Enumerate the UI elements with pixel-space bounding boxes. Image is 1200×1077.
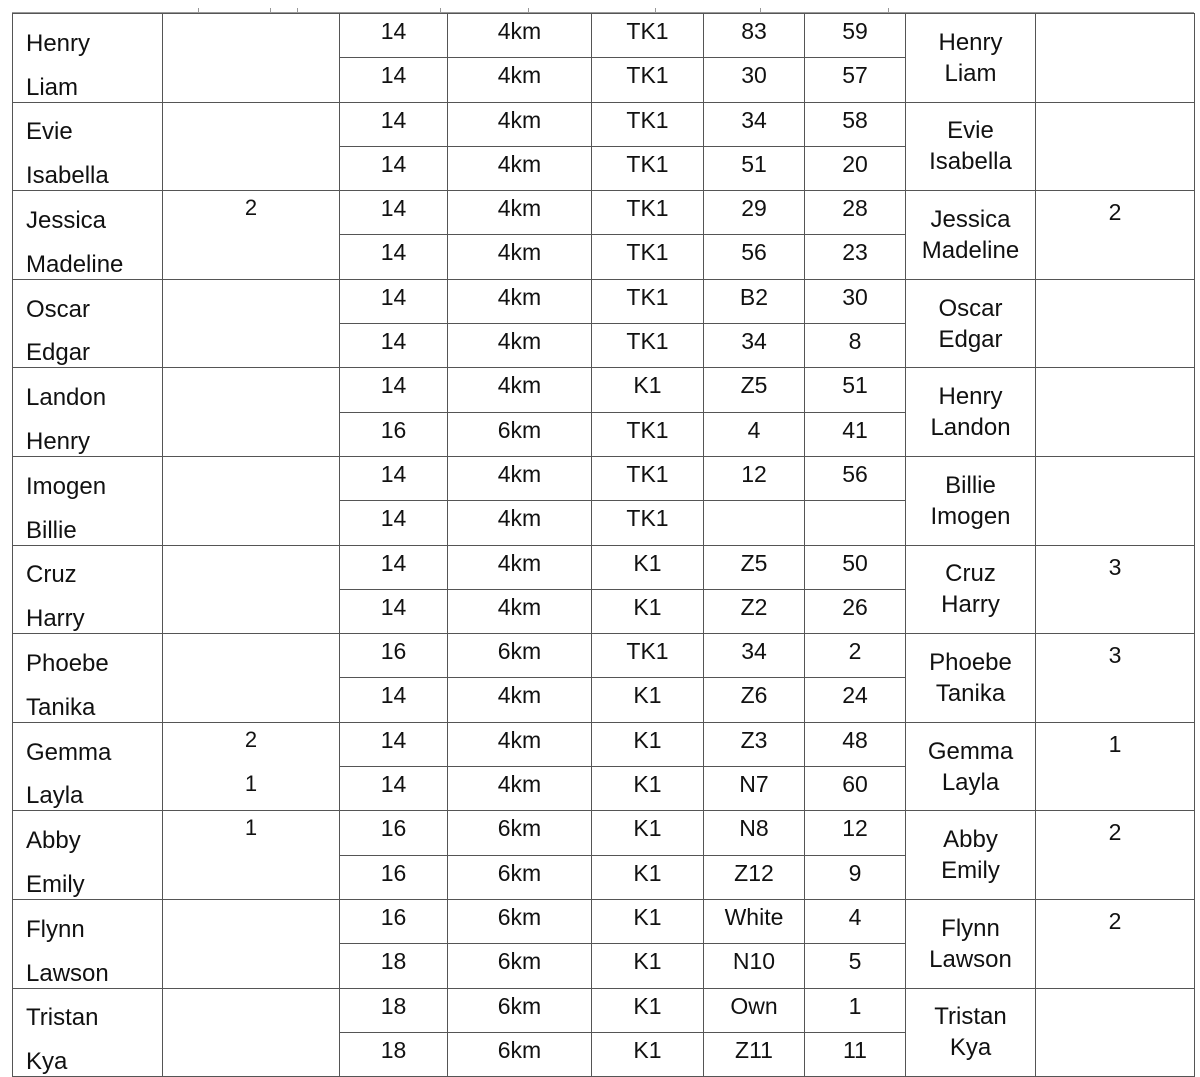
athlete-name-cell: Flynn	[13, 899, 163, 943]
age-cell: 14	[340, 589, 448, 633]
age-cell: 14	[340, 501, 448, 545]
mark-cell	[163, 678, 340, 722]
pair-member-name: Billie	[945, 471, 996, 499]
class-cell: K1	[592, 1032, 704, 1076]
distance-cell: 6km	[448, 944, 592, 988]
class-cell: TK1	[592, 279, 704, 323]
pair-note-cell	[1036, 14, 1195, 103]
boat-code-cell: 12	[704, 456, 805, 500]
boat-code-cell: 51	[704, 146, 805, 190]
table-row	[13, 102, 1195, 146]
pair-names-cell	[906, 102, 1036, 191]
distance-cell: 4km	[448, 146, 592, 190]
class-cell: K1	[592, 988, 704, 1032]
age-cell: 14	[340, 279, 448, 323]
position-cell: 2	[805, 634, 906, 678]
athlete-name-cell: Jessica	[13, 191, 163, 235]
distance-cell: 6km	[448, 634, 592, 678]
age-cell: 14	[340, 58, 448, 102]
pair-member-name: Jessica	[930, 205, 1011, 233]
pair-member-name: Phoebe	[929, 648, 1012, 676]
class-cell: TK1	[592, 324, 704, 368]
age-cell: 14	[340, 14, 448, 58]
position-cell: 58	[805, 102, 906, 146]
position-cell: 5	[805, 944, 906, 988]
pair-names-cell	[906, 811, 1036, 900]
class-cell: TK1	[592, 634, 704, 678]
position-cell: 9	[805, 855, 906, 899]
position-cell: 28	[805, 191, 906, 235]
pair-names-cell	[906, 191, 1036, 280]
pair-member-name: Oscar	[938, 294, 1003, 322]
table-row	[13, 634, 1195, 678]
pair-note-cell	[1036, 456, 1195, 545]
mark-cell	[163, 412, 340, 456]
position-cell: 48	[805, 722, 906, 766]
class-cell: TK1	[592, 191, 704, 235]
mark-cell	[163, 58, 340, 102]
boat-code-cell: N7	[704, 767, 805, 811]
boat-code-cell: 30	[704, 58, 805, 102]
boat-code-cell: Z5	[704, 545, 805, 589]
distance-cell: 6km	[448, 988, 592, 1032]
pair-note-cell	[1036, 368, 1195, 457]
age-cell: 14	[340, 146, 448, 190]
boat-code-cell: 83	[704, 14, 805, 58]
distance-cell: 4km	[448, 58, 592, 102]
pair-member-name: Liam	[944, 59, 997, 87]
athlete-name-cell: Harry	[13, 589, 163, 633]
mark-cell	[163, 102, 340, 146]
athlete-name-cell: Henry	[13, 412, 163, 456]
pair-member-name: Isabella	[929, 148, 1012, 176]
table-row	[13, 988, 1195, 1032]
class-cell: K1	[592, 545, 704, 589]
pair-note-cell: 3	[1036, 634, 1195, 723]
distance-cell: 4km	[448, 545, 592, 589]
mark-cell	[163, 855, 340, 899]
mark-cell: 2	[163, 722, 340, 766]
class-cell: TK1	[592, 58, 704, 102]
distance-cell: 4km	[448, 279, 592, 323]
age-cell: 14	[340, 235, 448, 279]
age-cell: 16	[340, 634, 448, 678]
position-cell: 23	[805, 235, 906, 279]
pair-member-name: Tanika	[935, 679, 1006, 707]
pair-member-name: Edgar	[938, 325, 1003, 353]
class-cell: TK1	[592, 14, 704, 58]
distance-cell: 4km	[448, 14, 592, 58]
mark-cell	[163, 146, 340, 190]
class-cell: K1	[592, 722, 704, 766]
pair-member-name: Tristan	[934, 1003, 1007, 1031]
mark-cell	[163, 1032, 340, 1076]
pair-member-name: Henry	[938, 383, 1003, 411]
age-cell: 16	[340, 412, 448, 456]
position-cell: 30	[805, 279, 906, 323]
athlete-name-cell: Edgar	[13, 324, 163, 368]
class-cell: TK1	[592, 456, 704, 500]
mark-cell	[163, 899, 340, 943]
position-cell: 20	[805, 146, 906, 190]
distance-cell: 6km	[448, 811, 592, 855]
boat-code-cell: Z3	[704, 722, 805, 766]
position-cell: 51	[805, 368, 906, 412]
athlete-name-cell: Layla	[13, 767, 163, 811]
class-cell: K1	[592, 855, 704, 899]
distance-cell: 4km	[448, 324, 592, 368]
pair-member-name: Harry	[941, 591, 1000, 619]
class-cell: TK1	[592, 146, 704, 190]
pair-member-name: Flynn	[941, 914, 1000, 942]
position-cell: 41	[805, 412, 906, 456]
distance-cell: 4km	[448, 501, 592, 545]
boat-code-cell: 34	[704, 102, 805, 146]
pair-names-cell	[906, 368, 1036, 457]
age-cell: 14	[340, 767, 448, 811]
mark-cell	[163, 988, 340, 1032]
athlete-name-cell: Evie	[13, 102, 163, 146]
class-cell: K1	[592, 899, 704, 943]
position-cell: 8	[805, 324, 906, 368]
athlete-name-cell: Abby	[13, 811, 163, 855]
pair-note-cell	[1036, 102, 1195, 191]
athlete-name-cell: Liam	[13, 58, 163, 102]
pair-names-cell	[906, 14, 1036, 103]
age-cell: 16	[340, 811, 448, 855]
boat-code-cell: White	[704, 899, 805, 943]
class-cell: K1	[592, 678, 704, 722]
age-cell: 16	[340, 899, 448, 943]
pair-member-name: Landon	[930, 414, 1011, 442]
age-cell: 14	[340, 456, 448, 500]
mark-cell: 1	[163, 767, 340, 811]
table-row	[13, 191, 1195, 235]
pair-member-name: Henry	[938, 28, 1003, 56]
position-cell: 24	[805, 678, 906, 722]
distance-cell: 4km	[448, 589, 592, 633]
position-cell: 26	[805, 589, 906, 633]
age-cell: 14	[340, 722, 448, 766]
mark-cell	[163, 634, 340, 678]
pair-member-name: Cruz	[945, 560, 996, 588]
class-cell: TK1	[592, 412, 704, 456]
pair-names-cell	[906, 988, 1036, 1077]
position-cell: 12	[805, 811, 906, 855]
athlete-name-cell: Oscar	[13, 279, 163, 323]
mark-cell: 1	[163, 811, 340, 855]
athlete-name-cell: Landon	[13, 368, 163, 412]
class-cell: K1	[592, 811, 704, 855]
pair-note-cell: 3	[1036, 545, 1195, 634]
class-cell: TK1	[592, 235, 704, 279]
distance-cell: 4km	[448, 722, 592, 766]
class-cell: K1	[592, 368, 704, 412]
mark-cell	[163, 324, 340, 368]
mark-cell	[163, 589, 340, 633]
position-cell	[805, 501, 906, 545]
mark-cell	[163, 368, 340, 412]
position-cell: 60	[805, 767, 906, 811]
distance-cell: 4km	[448, 102, 592, 146]
boat-code-cell: 29	[704, 191, 805, 235]
mark-cell	[163, 279, 340, 323]
distance-cell: 4km	[448, 191, 592, 235]
pair-note-cell: 2	[1036, 811, 1195, 900]
athlete-name-cell: Tristan	[13, 988, 163, 1032]
boat-code-cell	[704, 501, 805, 545]
class-cell: K1	[592, 944, 704, 988]
athlete-name-cell: Imogen	[13, 456, 163, 500]
boat-code-cell: Z2	[704, 589, 805, 633]
table-row	[13, 456, 1195, 500]
position-cell: 1	[805, 988, 906, 1032]
pair-member-name: Abby	[943, 826, 998, 854]
boat-code-cell: 34	[704, 634, 805, 678]
distance-cell: 4km	[448, 767, 592, 811]
pair-member-name: Evie	[947, 117, 994, 145]
boat-code-cell: Z6	[704, 678, 805, 722]
athlete-name-cell: Madeline	[13, 235, 163, 279]
age-cell: 14	[340, 368, 448, 412]
position-cell: 56	[805, 456, 906, 500]
pair-note-cell: 2	[1036, 899, 1195, 988]
athlete-name-cell: Lawson	[13, 944, 163, 988]
pair-names-cell	[906, 279, 1036, 368]
table-row	[13, 279, 1195, 323]
boat-code-cell: Z12	[704, 855, 805, 899]
boat-code-cell: 34	[704, 324, 805, 368]
class-cell: K1	[592, 767, 704, 811]
mark-cell	[163, 501, 340, 545]
age-cell: 14	[340, 324, 448, 368]
pair-names-cell	[906, 722, 1036, 811]
pairings-table	[12, 13, 1195, 1077]
distance-cell: 6km	[448, 1032, 592, 1076]
athlete-name-cell: Tanika	[13, 678, 163, 722]
position-cell: 50	[805, 545, 906, 589]
boat-code-cell: 56	[704, 235, 805, 279]
pair-member-name: Imogen	[930, 502, 1011, 530]
pair-note-cell	[1036, 988, 1195, 1077]
athlete-name-cell: Emily	[13, 855, 163, 899]
distance-cell: 6km	[448, 412, 592, 456]
position-cell: 59	[805, 14, 906, 58]
pair-note-cell: 1	[1036, 722, 1195, 811]
class-cell: TK1	[592, 501, 704, 545]
boat-code-cell: Z11	[704, 1032, 805, 1076]
athlete-name-cell: Cruz	[13, 545, 163, 589]
distance-cell: 6km	[448, 899, 592, 943]
pair-names-cell	[906, 634, 1036, 723]
distance-cell: 4km	[448, 368, 592, 412]
pair-note-cell: 2	[1036, 191, 1195, 280]
position-cell: 57	[805, 58, 906, 102]
distance-cell: 6km	[448, 855, 592, 899]
athlete-name-cell: Gemma	[13, 722, 163, 766]
age-cell: 16	[340, 855, 448, 899]
pair-member-name: Kya	[949, 1034, 992, 1062]
pair-member-name: Madeline	[921, 236, 1020, 264]
table-row	[13, 545, 1195, 589]
pair-names-cell	[906, 545, 1036, 634]
age-cell: 14	[340, 545, 448, 589]
athlete-name-cell: Phoebe	[13, 634, 163, 678]
athlete-name-cell: Isabella	[13, 146, 163, 190]
age-cell: 14	[340, 678, 448, 722]
mark-cell: 2	[163, 191, 340, 235]
mark-cell	[163, 235, 340, 279]
distance-cell: 4km	[448, 235, 592, 279]
age-cell: 18	[340, 988, 448, 1032]
boat-code-cell: N10	[704, 944, 805, 988]
boat-code-cell: N8	[704, 811, 805, 855]
age-cell: 14	[340, 102, 448, 146]
athlete-name-cell: Billie	[13, 501, 163, 545]
athlete-name-cell: Kya	[13, 1032, 163, 1076]
boat-code-cell: Z5	[704, 368, 805, 412]
table-row	[13, 811, 1195, 855]
age-cell: 18	[340, 944, 448, 988]
pair-member-name: Emily	[941, 857, 1000, 885]
class-cell: K1	[592, 589, 704, 633]
athlete-name-cell: Henry	[13, 14, 163, 58]
distance-cell: 4km	[448, 678, 592, 722]
age-cell: 18	[340, 1032, 448, 1076]
mark-cell	[163, 14, 340, 58]
table-row	[13, 899, 1195, 943]
position-cell: 11	[805, 1032, 906, 1076]
age-cell: 14	[340, 191, 448, 235]
pair-names-cell	[906, 456, 1036, 545]
boat-code-cell: B2	[704, 279, 805, 323]
boat-code-cell: Own	[704, 988, 805, 1032]
table-row	[13, 14, 1195, 58]
mark-cell	[163, 456, 340, 500]
pair-note-cell	[1036, 279, 1195, 368]
mark-cell	[163, 944, 340, 988]
boat-code-cell: 4	[704, 412, 805, 456]
mark-cell	[163, 545, 340, 589]
table-row	[13, 722, 1195, 766]
pair-member-name: Gemma	[927, 737, 1014, 765]
distance-cell: 4km	[448, 456, 592, 500]
pair-member-name: Layla	[941, 768, 1000, 796]
pair-member-name: Lawson	[929, 945, 1012, 973]
table-row	[13, 368, 1195, 412]
position-cell: 4	[805, 899, 906, 943]
class-cell: TK1	[592, 102, 704, 146]
